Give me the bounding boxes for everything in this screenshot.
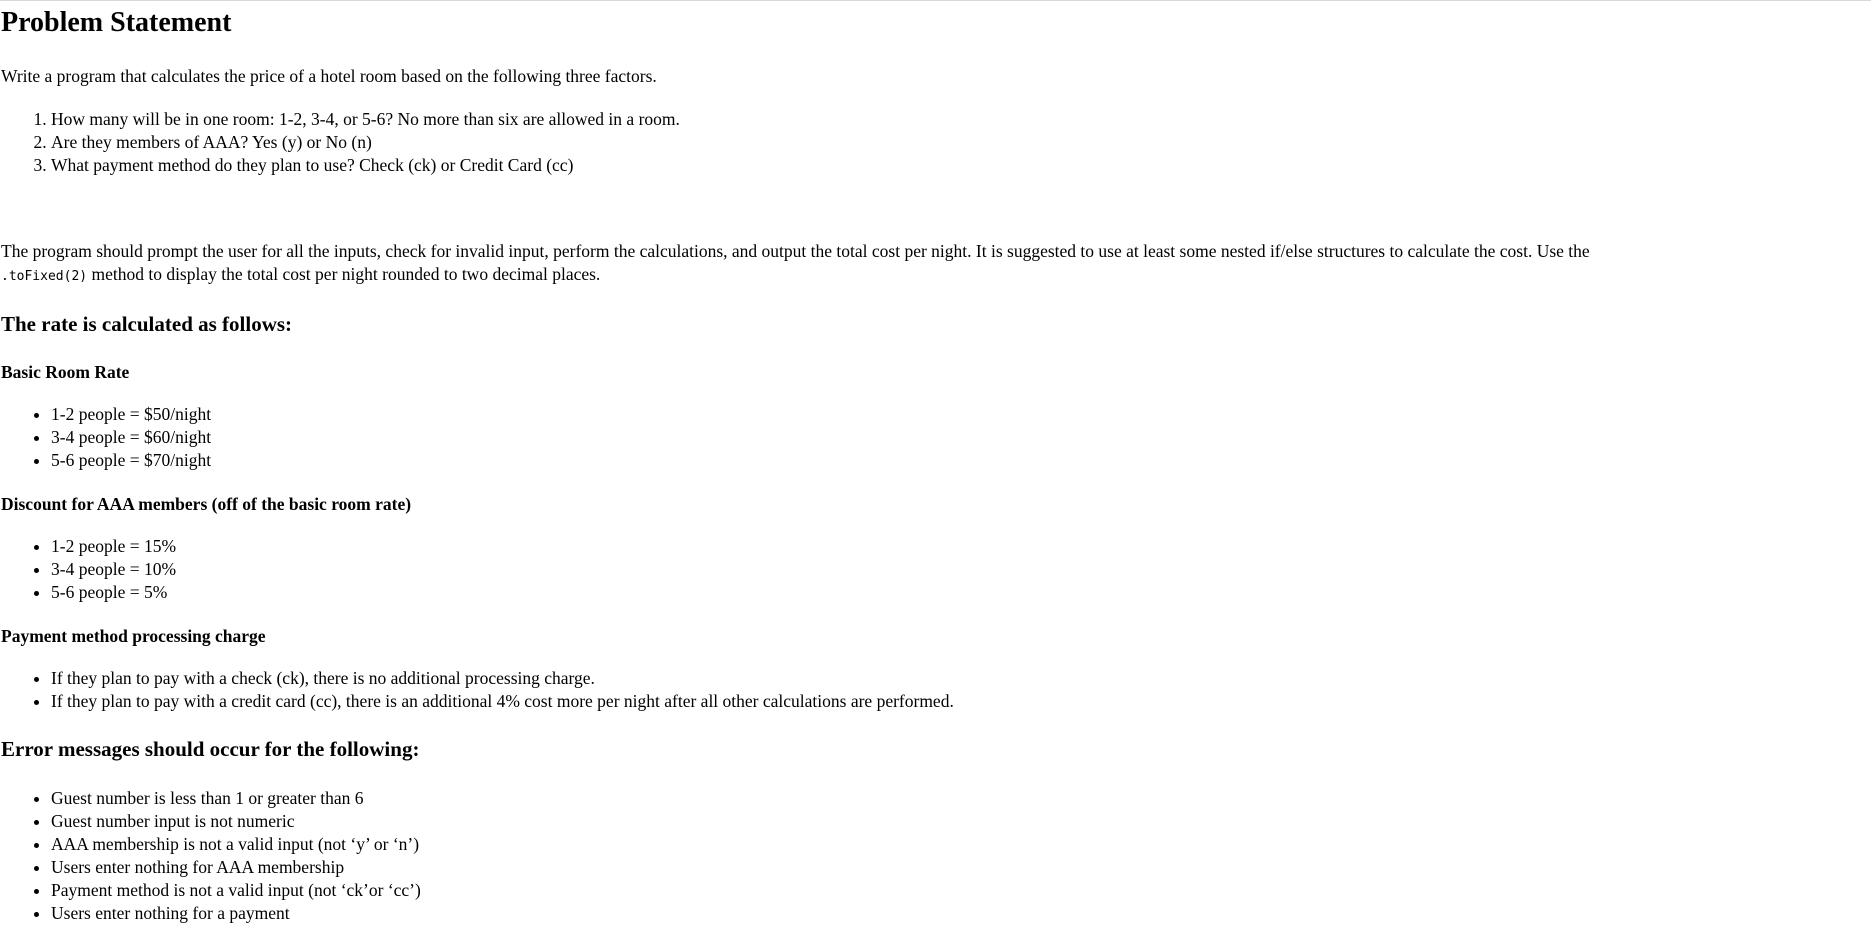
- list-item: • 5-6 people = 5%: [51, 581, 176, 604]
- list-item: • Users enter nothing for AAA membership: [51, 856, 421, 879]
- list-item: • Guest number is less than 1 or greater than 6: [51, 787, 421, 810]
- payment-list: [1, 667, 954, 713]
- list-item: • AAA membership is not a valid input (not ‘y’ or ‘n’): [51, 833, 421, 856]
- list-item: • Guest number input is not numeric: [51, 810, 421, 833]
- instructions-text: The program should prompt the user for all the inputs, check for invalid input, perform the calculations, and output the total cost per night. It is suggested to use at least some nested if/else structures to calculate the cost. Use the: [1, 241, 1590, 261]
- factor-item: 2. Are they members of AAA? Yes (y) or No (n): [51, 131, 680, 154]
- top-divider: [0, 0, 1871, 1]
- list-item: • Users enter nothing for a payment: [51, 902, 421, 925]
- list-item: • 3-4 people = $60/night: [51, 426, 211, 449]
- list-item: • 1-2 people = $50/night: [51, 403, 211, 426]
- rate-heading: The rate is calculated as follows:: [1, 312, 293, 336]
- payment-heading: Payment method processing charge: [1, 626, 266, 646]
- basic-rate-heading: Basic Room Rate: [1, 362, 130, 382]
- list-item: • If they plan to pay with a credit card (cc), there is an additional 4% cost more per night after all other calculations are performed.: [51, 690, 954, 713]
- list-item: • 1-2 people = 15%: [51, 535, 176, 558]
- tofixed-code: .toFixed(2): [1, 269, 88, 284]
- factor-item: 1. How many will be in one room: 1-2, 3-4, or 5-6? No more than six are allowed in a room.: [51, 108, 680, 131]
- basic-rate-list: [1, 403, 211, 472]
- discount-list: [1, 535, 176, 604]
- list-item: • 5-6 people = $70/night: [51, 449, 211, 472]
- discount-heading: Discount for AAA members (off of the basic room rate): [1, 494, 412, 514]
- instructions-paragraph: [1, 240, 1851, 288]
- factors-list: [1, 108, 680, 177]
- factor-item: 3. What payment method do they plan to use? Check (ck) or Credit Card (cc): [51, 154, 680, 177]
- intro-paragraph: Write a program that calculates the price of a hotel room based on the following three factors.: [1, 66, 657, 86]
- errors-list: [1, 787, 421, 925]
- errors-heading: Error messages should occur for the following:: [1, 737, 420, 761]
- instructions-text-cont: method to display the total cost per night rounded to two decimal places.: [87, 264, 601, 284]
- list-item: • Payment method is not a valid input (not ‘ck’or ‘cc’): [51, 879, 421, 902]
- list-item: • If they plan to pay with a check (ck), there is no additional processing charge.: [51, 667, 954, 690]
- page-title: Problem Statement: [1, 7, 232, 38]
- list-item: • 3-4 people = 10%: [51, 558, 176, 581]
